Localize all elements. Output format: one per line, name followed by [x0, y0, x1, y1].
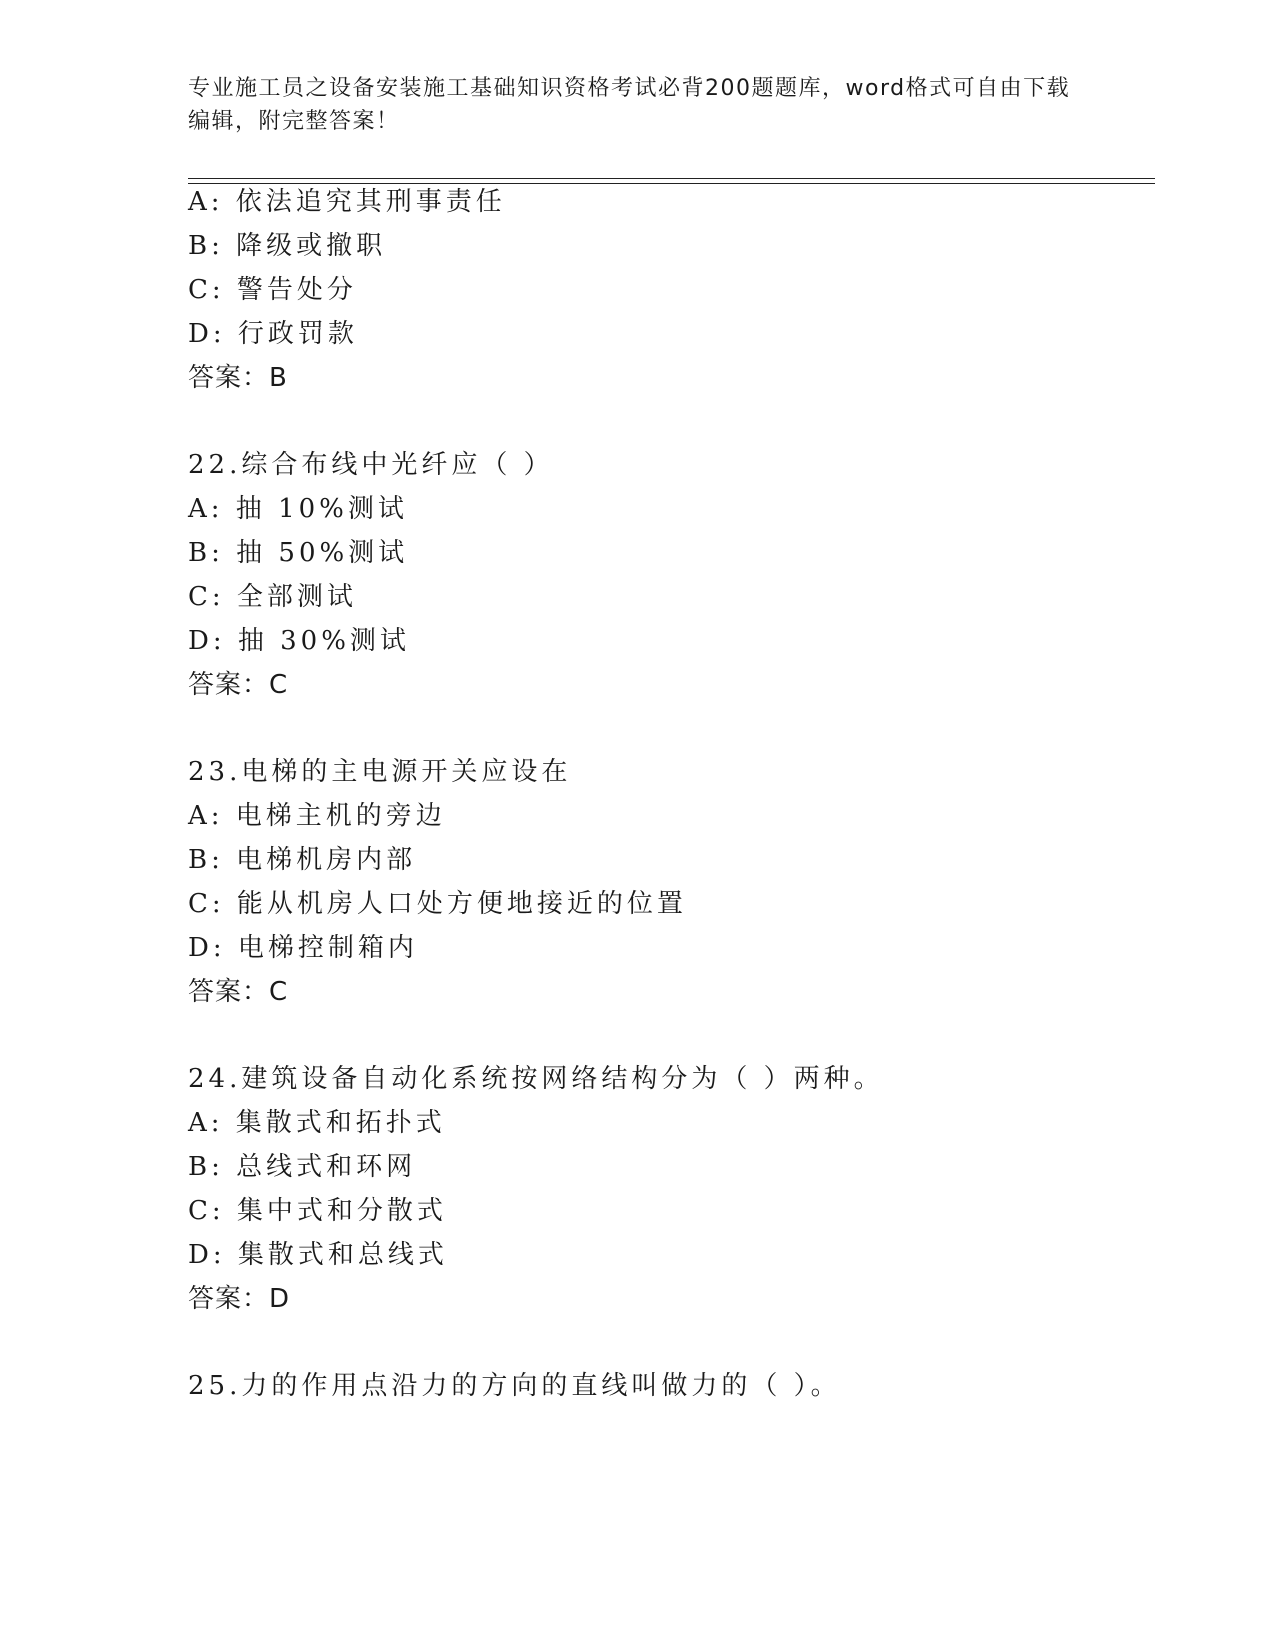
- q24-answer: 答案：D: [188, 1284, 291, 1314]
- document-header-title: 专业施工员之设备安装施工基础知识资格考试必背200题题库，word格式可自由下载编辑，附完整答案！: [188, 76, 1071, 134]
- q22-answer: 答案：C: [188, 670, 289, 700]
- q21-option-a: A: 依法追究其刑事责任: [188, 187, 506, 217]
- q22-option-c: C: 全部测试: [188, 582, 357, 612]
- q23-option-a: A: 电梯主机的旁边: [188, 801, 446, 831]
- q23-question: 23.电梯的主电源开关应设在: [188, 757, 572, 787]
- q24-option-b: B: 总线式和环网: [188, 1152, 417, 1182]
- q22-option-d: D: 抽 30%测试: [188, 626, 410, 656]
- q21-option-d: D: 行政罚款: [188, 319, 358, 349]
- q21-answer: 答案：B: [188, 363, 288, 393]
- q21-option-b: B: 降级或撤职: [188, 231, 387, 261]
- q24-question: 24.建筑设备自动化系统按网络结构分为（ ）两种。: [188, 1064, 884, 1094]
- header-double-rule: [188, 178, 1155, 184]
- q24-option-a: A: 集散式和拓扑式: [188, 1108, 446, 1138]
- q22-question: 22.综合布线中光纤应（ ）: [188, 450, 554, 480]
- q23-answer: 答案：C: [188, 977, 289, 1007]
- q23-option-b: B: 电梯机房内部: [188, 845, 417, 875]
- q21-option-c: C: 警告处分: [188, 275, 357, 305]
- q22-option-b: B: 抽 50%测试: [188, 538, 409, 568]
- q25-question: 25.力的作用点沿力的方向的直线叫做力的（ ）。: [188, 1371, 841, 1401]
- q23-option-c: C: 能从机房人口处方便地接近的位置: [188, 889, 687, 919]
- q24-option-d: D: 集散式和总线式: [188, 1240, 448, 1270]
- q22-option-a: A: 抽 10%测试: [188, 494, 408, 524]
- q23-option-d: D: 电梯控制箱内: [188, 933, 418, 963]
- q24-option-c: C: 集中式和分散式: [188, 1196, 447, 1226]
